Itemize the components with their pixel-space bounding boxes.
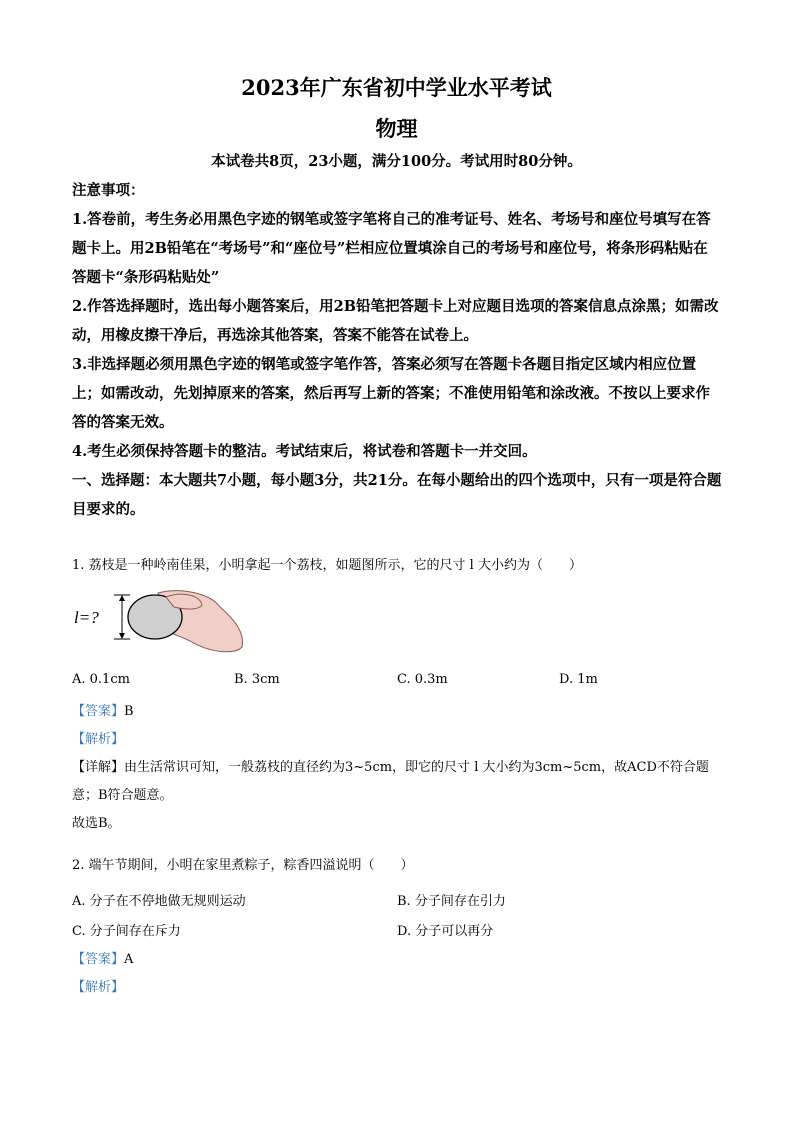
q1-option-a: A. 0.1cm	[72, 672, 130, 687]
figure-label: l=?	[74, 608, 99, 627]
detail-text: 由生活常识可知，一般荔枝的直径约为3~5cm，即它的尺寸 l 大小约为3cm~5cm，故ACD不符合题意；B符合题意。	[72, 760, 709, 803]
notice-item-4: 4.考生必须保持答题卡的整洁。考试结束后，将试卷和答题卡一并交回。	[72, 443, 537, 460]
question-1-stem	[72, 552, 722, 580]
arrow-down	[119, 633, 125, 639]
detail-tag: 【详解】	[72, 760, 125, 775]
q1-answer-block	[72, 698, 722, 838]
answer-value: A	[124, 952, 134, 967]
exam-info: 本试卷共8页，23小题，满分100分。考试用时80分钟。	[211, 153, 582, 170]
exam-subject: 物理	[375, 116, 418, 141]
notice-heading: 注意事项：	[72, 182, 145, 199]
q2-answer-block	[72, 946, 722, 1002]
q2-option-b: B. 分子间存在引力	[397, 894, 506, 909]
notice-block	[72, 176, 722, 524]
q2-option-c: C. 分子间存在斥力	[72, 924, 181, 939]
q2-option-a: A. 分子在不停地做无规则运动	[72, 894, 246, 909]
exam-title: 2023年广东省初中学业水平考试	[241, 75, 552, 100]
answer-tag: 【答案】	[72, 952, 125, 967]
question-2-stem	[72, 852, 722, 880]
q1-option-c: C. 0.3m	[397, 672, 448, 687]
notice-item-1: 1.答卷前，考生务必用黑色字迹的钢笔或签字笔将自己的准考证号、姓名、考场号和座位号填写在答题卡上。用2B铅笔在“考场号”和“座位号”栏相应位置填涂自己的考场号和座位号，将条形码粘贴在答题卡“条形码粘贴处”	[72, 211, 711, 286]
q1-option-b: B. 3cm	[234, 672, 280, 687]
section1-heading: 一、选择题：本大题共7小题，每小题3分，共21分。在每小题给出的四个选项中，只有一项是符合题目要求的。	[72, 472, 722, 518]
arrow-up	[119, 595, 125, 601]
conclusion: 故选B。	[72, 816, 121, 831]
question-2-text: 2. 端午节期间，小明在家里煮粽子，粽香四溢说明（ ）	[72, 858, 414, 873]
notice-item-3: 3.非选择题必须用黑色字迹的钢笔或签字笔作答，答案必须写在答题卡各题目指定区域内相应位置上；如需改动，先划掉原来的答案，然后再写上新的答案；不准使用铅笔和涂改液。不按以上要求作答的答案无效。	[72, 356, 710, 431]
answer-value: B	[124, 704, 134, 719]
lychee-figure	[70, 585, 250, 657]
analysis-tag: 【解析】	[72, 732, 125, 747]
q2-option-d: D. 分子可以再分	[397, 924, 494, 939]
notice-item-2: 2.作答选择题时，选出每小题答案后，用2B铅笔把答题卡上对应题目选项的答案信息点涂黑；如需改动，用橡皮擦干净后，再选涂其他答案，答案不能答在试卷上。	[72, 298, 719, 344]
answer-tag: 【答案】	[72, 704, 125, 719]
question-1-text: 1. 荔枝是一种岭南佳果，小明拿起一个荔枝，如题图所示，它的尺寸 l 大小约为（ ）	[72, 558, 582, 573]
analysis-tag: 【解析】	[72, 980, 125, 995]
q1-option-d: D. 1m	[559, 672, 598, 687]
